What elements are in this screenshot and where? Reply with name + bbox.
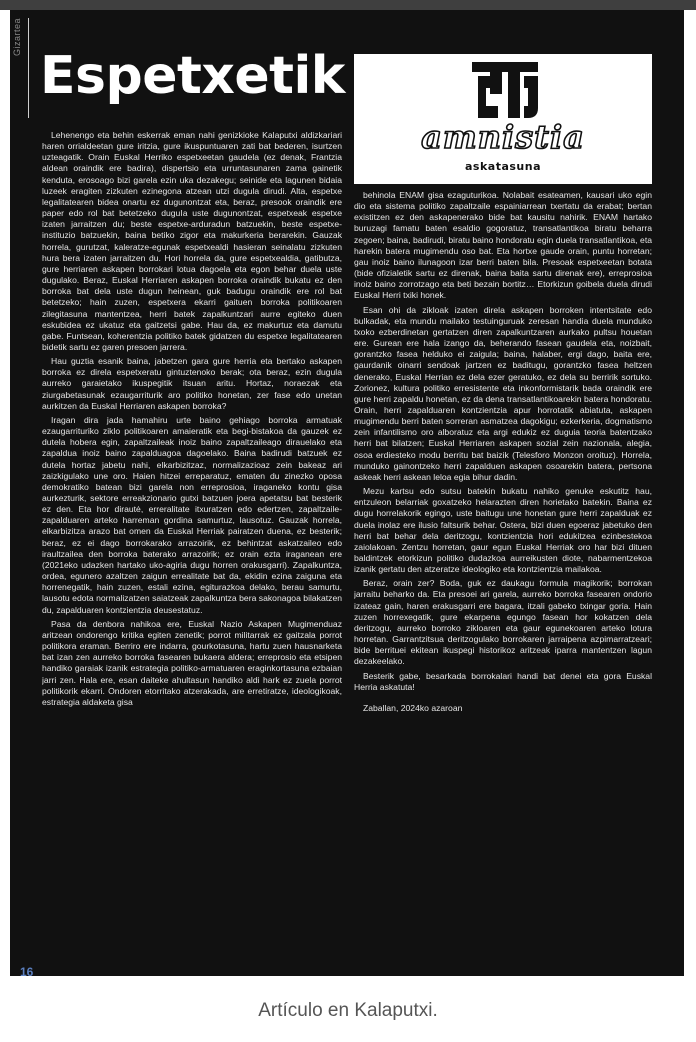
section-label: Gizartea: [12, 18, 22, 57]
top-bar: [0, 0, 696, 10]
logo-wordmark: amnistia: [421, 118, 585, 156]
paragraph: Lehenengo eta behin eskerrak eman nahi genizkioke Kalaputxi aldizkariari haren orrialdeetan gure iritzia, gure ikuspuntuaren zati bat bederen, isurtzen uzteagatik. Orain Euskal Herriko espetxeetan gaudela (ez denak, Frantzia aldean oraindik ere badira), dispertsio eta urruntasunaren zama gainetik kenduta, erosoago bizi garela ezin uka dezakegu; seinide eta lagunen bidaia luzeek eragiten zizkuten ezinegona atzean utzi dugula dirudi. Alta, espetxe legalitatearen bidea onartu ez dugunontzat eta, beraz, presook oraindik ere paper edo rol bat betetzeko duguIa uste dugunontzat, espetxeak espetxe izaten jarraitzen du; beste espetxe-arduradun batzuekin, beste espetxe-instituzio batzuekin, baina betiko zigor eta makurkeria berarekin. Gauzak horrela, gurutzat, kaleratze-egunak espetxealdi hasieran seinalatu zizkuten hura bera izaten jarraitzen du. Hori horrela da, gure espetxealdia, gatibutza, gure herriaren askapen borrokari lotua dagoela eta egon behar duela uste dugulako. Beraz, Euskal Herriaren askapen borroka oraindik bukatu ez den borroka bat dela uste dugun heinean, guk badugu oraindik ere rol bat betetzeko; hain zuzen, espetxera ekarri gaituen borroka politikoaren zilegitasuna mantentzea, herri batek zapalkuntzari aurre egiteko duen eskubidea ez ukatuz eta gaitzetsi gabe. Hau da, ez makurtuz eta damutu gabe. Funtsean, koherentzia politiko batek gidatzen du espetxe legalitatearen bidetik sartu ez garen presoen jarrera.: [42, 130, 342, 352]
article-column-right: [354, 190, 652, 966]
article-column-left: [42, 130, 342, 966]
amnistia-symbol-icon: [468, 60, 542, 120]
paragraph: Mezu kartsu edo sutsu batekin bukatu nahiko genuke eskutitz hau, entzuleon belarriak goxatzeko helarazten diren horietako batekin. Baina ez dugu horrelakorik egingo, uste baitugu une honetan gure herri zapalduak ez duela inolaz ere ilusio faltsurik behar. Ostera, bizi duen egoeraz jabetuko den herri bat behar dela deritzogu, kontzientzia hori edukitzea ezinbestekoa zaiolakoan. Zentzu horretan, gaur egun Euskal Herriak oro har bizi dituen baldintzek etorkizun politiko dudazkoa aurreikusten diote, nabarmentzekoa izanik gertatu den atzeratze ideologiko eta kontzientzia mailakoa.: [354, 486, 652, 575]
paragraph: Pasa da denbora nahikoa ere, Euskal Nazio Askapen Mugimenduaz aritzean ondorengo kritika egiten zenetik; porrot militarrak ez gaitzala porrot politikora eraman. Berriro ere indarra, gourkotasuna, hartu zuen hausnarketa bat izan zen aurreko borroka fasearen bukaera aldera; erreprosio eta etsipen handiko garaiak izanik estrategia politiko-armatuaren eraginkortasuna ezbaian jarri zen. Hala ere, esan daiteke ahultasun handiko aldi hark ez zuela porrot politikorik ekarri. Ondoren etorritako atzerakada, are erretiratze, ideologikoak, estrategia aldaketa gisa: [42, 618, 342, 707]
paragraph: Iragan dira jada hamahiru urte baino gehiago borroka armatuak ezaugarrituriko ziklo politikoaren amaieratik eta begi-bistakoa da gauzek ez dutela hobera egin, zapaltzaileak inoiz baino zapaltzaileago dirauelako eta zapaldua inoiz baino zapalduagoa dagoelako. Baina badirudi batzuek ez dutela hortaz jabetu nahi, elkarbizitzaz, normalizazioaz zein bakeaz ari zaizkigulako une oro. Haien hitzei erreparatuz, ematen du zinezko oposa demokratiko batean bizi garela non erreprosioa, iraganeko kontu gisa aurkezturik, sektore erreakzionario gutxi batzuen joera apetatsu bat besterik ez den. Eta hor dirautė, erreralitate itxuratzen edo edertzen, zapaltzaile-zapalduaren arteko harreman gordina samurtuz, lausotuz. Gauzak horrela, elkarbizitza arazo bat omen da Euskal Herriak pairatzen duena, ez besterik; beraz, ez ei dago borrokarako arrazoirik, ez behintzat askatzaileo edo iraultzailea den borroka baterako arrazoirik; ez orain ezta iraganean ere (2021eko udazken hartako uko-agiria dugu horren orakusgarri). Zapalkuntza, ordea, egunero azaltzen zaigun errealitate bat da, ekidin ezina zaiguna eta horrenegatik, hain zuzen, estali ezina, egiturazkoa delako, berau samurtu, lausotu edota normalizatzen saiatzeak zapalkuntza bera sakonagoa bilakatzen du, zapalduaren kontzientzia deusestatuz.: [42, 414, 342, 615]
page-number: 16: [20, 965, 34, 976]
paragraph: Hau guztia esanik baina, jabetzen gara gure herria eta bertako askapen borroka ez direla espetxeratu gintuztenoko berak; ota beraz, ezin dugula aurreko garaietako ikuspegitik itsuan aritu. Hortaz, noraezak eta ziurgabetasunak ezaugarriturik aro politiko honetan, zer fase edo unetan aurkitzen da Euskal Herriaren askapen borroka?: [42, 356, 342, 411]
paragraph: Besterik gabe, besarkada borrokalari handi bat denei eta gora Euskal Herria askatuta!: [354, 670, 652, 692]
image-caption: Artículo en Kalaputxi.: [258, 1000, 438, 1021]
logo-subtitle: askatasuna: [464, 160, 542, 173]
signature: Zaballan, 2024ko azaroan: [363, 702, 463, 713]
section-rule: [28, 18, 29, 118]
paragraph: Beraz, orain zer? Boda, guk ez daukagu formula magikorik; borrokan jarraitu beharko da. Eta presoei ari garela, aurreko borroka fasearen ondorio izateaz gain, haren erakusgarri ere bagara, itzali gabeko txingar goria. Hain zuzen horrexegatik, gure ekarpena egungo fasean hor kokatzen dela deritzogu, aurreko borroko zikloaren eta gaur egunekoaren arteko lotura horretan. Garrantzitsua deritzogulako borrokaren jarraipena azpimarratzeari; bide berrituei ekitean ikuspegi historikoz aritzeak iparra mantentzen lagun dezakeelako.: [354, 578, 652, 667]
paragraph: Esan ohi da zikloak izaten direla askapen borroken intentsitate edo bulkadak, eta mundu mailako testuinguruak zeresan handia duela munduko txoko ezberdinetan gertatzen diren zapalkuntzaren aurkako pultsu houetan ere. Gurean ere hala izango da, beherando fasean gaudela eta, noizbait, gorantzko fasea helduko ei zaigula; baina, halaber, ergi dago, baita ere, gaurdanik oinarri sendoak jartzen ez baditugu, gorantzko fasea heltzen denerako, Euskal Herrian ez dela ezer geratuko, ez dela su berririk sortuko. Zorionez, kultura politiko erresistente eta inkonformistarik bada oraindik ere gure herri zapaldu honetan, ez da dena transatlantikoarekin batera hondoratu. Orain, herri zapalduaren kontzientzia apur horrotatik abiatuta, askapen mugimendu berri baten sorreran asmatzea dagokigu; ezkerkeria, dogmatismo zein infantilismo oro alboratuz eta argi edukiz ez duguia teoria batentzako herri bat bilatzen; Euskal Herriaren askapen sozial zein nazionala, alegia, osoa erdiesteko modu berritu bat baizik (Telesforo Monzon oroituz). Horrela, munduko gainontzeko herri zapalduen askapen osoarekin batera, pertsona askeak herri askean leloa egia bihur dadin.: [354, 304, 652, 482]
article-title: Espetxetik: [40, 46, 345, 106]
magazine-page: [10, 10, 684, 976]
paragraph: behinola ENAM gisa ezaguturikoa. Nolabait esateamen, kausari uko egin dio eta sistema politiko zapaltzaile espainiarrean txertatu da erabat; bertan existitzen ez den askapenerako bide bat kausitu nahirik. ENAM hartako buruzagi famatu baten esaldio gogoratuz, transatlantikoa biratu beharra zegoen; baina, badirudi, biratu baino hondoratu egin duela transatlantikoa, eta harekin batera mugimendu oso bat. Eta hortxe gaude orain, puntu horretan; gau inoiz baino ilunagoon izar berri baten bila. Presoak espetxeetan botata (bide ofizialetik sartu ez direnak, baina baita sartu direnak ere), erreprosioa inoiz baino zorrotzago eta beti bezain bortitz… Etorkizun goibela duela dirudi Euskal Herri txiki honek.: [354, 190, 652, 301]
amnistia-logo: [354, 54, 652, 184]
